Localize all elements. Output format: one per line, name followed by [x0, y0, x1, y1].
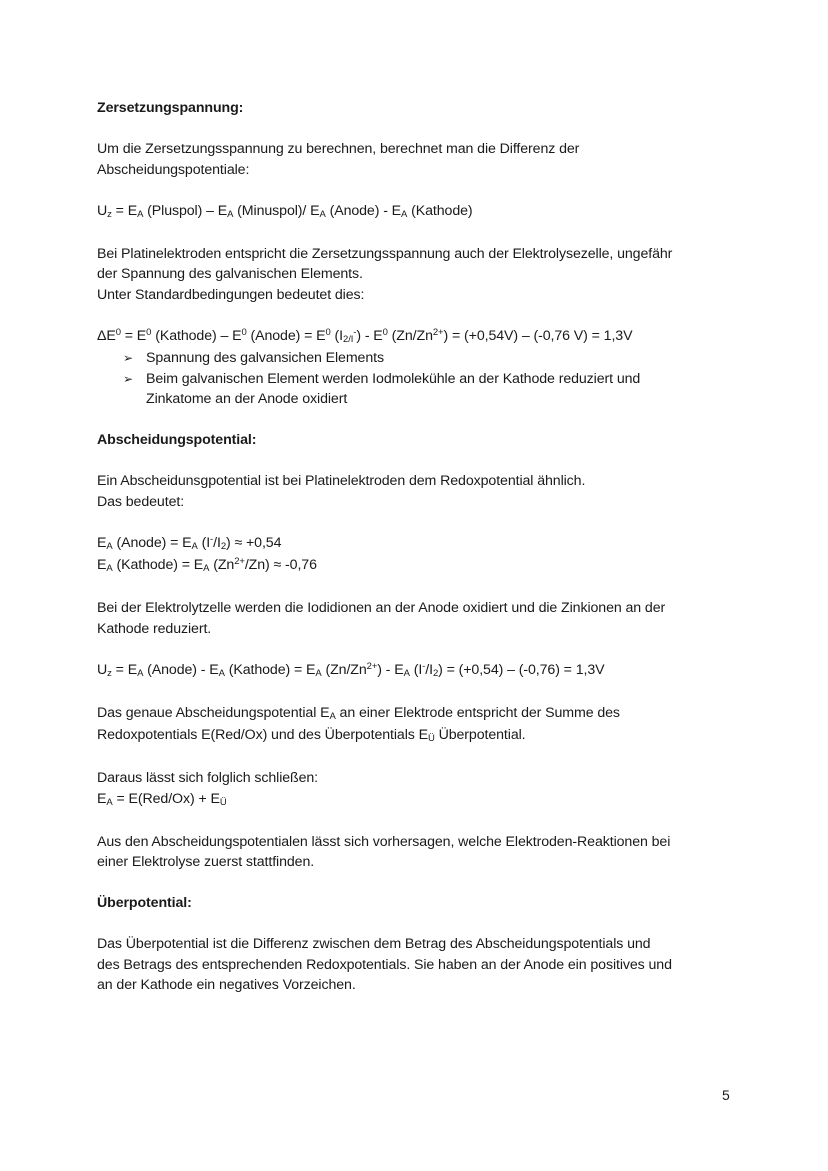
- arrow-bullet-icon: ➢: [123, 371, 133, 386]
- text-line: Unter Standardbedingungen bedeutet dies:: [97, 286, 365, 303]
- formula-delta-e: $\Delta E^0 = E^0$ (Kathode) – $E^0$ (Anode) = $E^0$ $(I2/I^-) - E^0$ $(Zn/Zn^{2+}) = (+0,54V) - (-0,76$ V) = 1,3V: [97, 326, 633, 345]
- formula-uz-calculation: Uz = EA (Anode) - EA (Kathode) = EA $(Zn/Zn^{2+})$ - EA (I-/I2) = (+0,54) – (-0,76) = 1,3V: [97, 660, 605, 679]
- text-line: Kathode reduziert.: [97, 620, 212, 637]
- list-item: ➢ Spannung des galvansichen Elements: [123, 348, 747, 369]
- text-line: Bei Platinelektroden entspricht die Zersetzungsspannung auch der Elektrolysezelle, ungefähr: [97, 245, 673, 262]
- paragraph: [97, 244, 747, 306]
- paragraph: [97, 934, 747, 996]
- paragraph: [97, 832, 747, 873]
- arrow-bullet-icon: ➢: [123, 351, 133, 365]
- list-item: ➢ Beim galvanischen Element werden Iodmolekühle an der Kathode reduziert und Zinkatome an der Anode oxidiert: [123, 370, 641, 407]
- paragraph: [97, 471, 747, 512]
- text-line: Das Überpotential ist die Differenz zwischen dem Betrag des Abscheidungspotentials und: [97, 936, 651, 952]
- text-line: an der Kathode ein negatives Vorzeichen.: [97, 977, 356, 993]
- text-line: Ein Abscheidunsgpotential ist bei Platinelektroden dem Redoxpotential ähnlich.: [97, 473, 586, 489]
- paragraph: [97, 598, 747, 639]
- formula-ea: EA = E(Red/Ox) + EÜ: [97, 790, 227, 808]
- bullet-list: [97, 348, 747, 410]
- paragraph: [97, 768, 747, 811]
- heading-ueberpotential: Überpotential:: [97, 895, 192, 911]
- document-page: [97, 98, 747, 996]
- text-line: Abscheidungspotentiale:: [97, 161, 250, 178]
- text-line: Bei der Elektrolytzelle werden die Iodidionen an der Anode oxidiert und die Zinkionen an der: [97, 600, 666, 616]
- text-line: Um die Zersetzungsspannung zu berechnen, berechnet man die Differenz der: [97, 141, 580, 157]
- heading-abscheidungspotential: Abscheidungspotential:: [97, 432, 257, 448]
- text-line: Daraus lässt sich folglich schließen:: [97, 770, 319, 786]
- text-line: des Betrags des entsprechenden Redoxpotentials. Sie haben an der Anode ein positives und: [97, 956, 672, 973]
- heading-zersetzungspannung: Zersetzungspannung:: [97, 100, 244, 116]
- formula-anode: EA (Anode) = EA (I-/I2) ≈ +0,54: [97, 533, 282, 552]
- text-line: einer Elektrolyse zuerst stattfinden.: [97, 854, 315, 870]
- formula-zersetzungsspannung: Uz = EA (Pluspol) – EA (Minuspol)/ EA (Anode) - EA (Kathode): [97, 202, 473, 220]
- paragraph: Das genaue Abscheidungspotential EA an einer Elektrode entspricht der Summe des Redoxpotentials E(Red/Ox) und des Überpotentials EÜ Überpotential.: [97, 704, 620, 744]
- paragraph: [97, 139, 747, 180]
- formula-kathode: EA (Kathode) = EA $(Zn^{2+}/Zn) \approx -0,76$: [97, 556, 317, 574]
- text-line: Das bedeutet:: [97, 493, 185, 510]
- text-line: Aus den Abscheidungspotentialen lässt sich vorhersagen, welche Elektroden-Reaktionen bei: [97, 833, 671, 850]
- page-number: 5: [722, 1087, 730, 1103]
- text-line: der Spannung des galvanischen Elements.: [97, 266, 363, 282]
